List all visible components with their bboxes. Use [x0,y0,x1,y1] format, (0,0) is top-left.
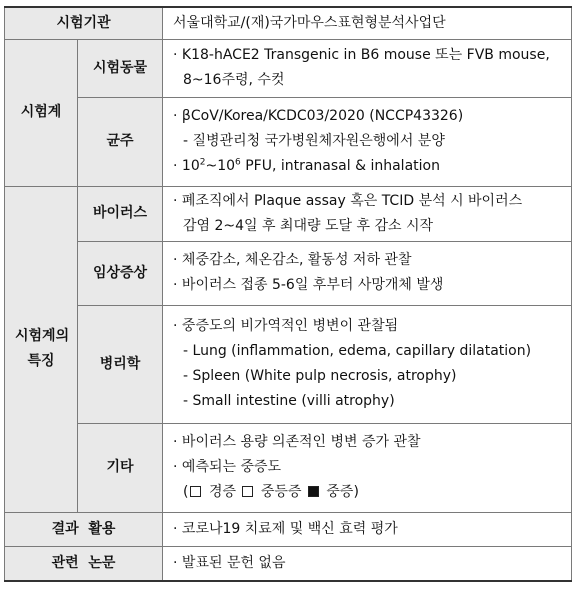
pathology-line-2: - Lung (inflammation, edema, capillary dilatation) [183,343,532,359]
row-institution [5,7,572,39]
virus-value [163,186,572,241]
institution-label: 시험기관 [5,7,163,39]
features-label [5,186,78,512]
other-line-1: · 바이러스 용량 의존적인 병변 증가 관찰 [173,434,421,450]
strain-value [163,97,572,186]
clinical-label: 임상증상 [78,241,163,305]
clinical-value [163,241,572,305]
row-virus [5,186,572,241]
row-clinical [5,241,572,305]
severity-severe: 중증) [326,484,359,500]
empty-box-icon [242,486,253,497]
row-application [5,512,572,546]
animal-line-1: · K18-hACE2 Transgenic in B6 mouse 또는 FVB mouse, [173,47,550,63]
virus-line-2: 감염 2~4일 후 최대량 도달 후 감소 시작 [183,217,434,234]
virus-label: 바이러스 [78,186,163,241]
application-value: · 코로나19 치료제 및 백신 효력 평가 [163,512,572,546]
animal-value [163,39,572,97]
strain-line-2: - 질병관리청 국가병원체자원은행에서 분양 [183,133,445,149]
pathology-line-4: - Small intestine (villi atrophy) [183,393,395,409]
institution-value: 서울대학교/(재)국가마우스표현형분석사업단 [163,7,572,39]
dose-suffix: PFU, intranasal & inhalation [240,158,440,174]
strain-label: 균주 [78,97,163,186]
row-other [5,423,572,512]
pathology-line-1: · 중증도의 비가역적인 병변이 관찰됨 [173,318,399,334]
features-label-line-2: 특징 [27,353,55,369]
dose-mid: ~10 [205,158,236,174]
other-value [163,423,572,512]
severity-mild: 경증 [208,484,236,500]
other-line-2: · 예측되는 중증도 [173,459,282,475]
virus-line-1: · 폐조직에서 Plaque assay 혹은 TCID 분석 시 바이러스 [173,192,523,209]
papers-value: · 발표된 문헌 없음 [163,546,572,581]
row-papers [5,546,572,581]
severity-scale [173,480,561,505]
animal-label: 시험동물 [78,39,163,97]
dose-exp-2: 6 [235,157,241,168]
severity-moderate: 중등증 [260,484,302,500]
strain-dose-line [173,154,561,179]
other-label: 기타 [78,423,163,512]
test-system-label: 시험계 [5,39,78,186]
dose-prefix: · 10 [173,158,200,174]
filled-box-icon [308,486,319,497]
pathology-line-3: - Spleen (White pulp necrosis, atrophy) [183,368,457,384]
application-label: 결과 활용 [5,512,163,546]
clinical-line-1: · 체중감소, 체온감소, 활동성 저하 관찰 [173,252,412,268]
papers-label: 관련 논문 [5,546,163,581]
strain-line-1: · βCoV/Korea/KCDC03/2020 (NCCP43326) [173,108,464,124]
severity-open: ( [183,484,189,500]
animal-line-2: 8~16주령, 수컷 [183,72,285,88]
empty-box-icon [190,486,201,497]
dose-exp-1: 2 [199,157,206,168]
row-pathology [5,305,572,423]
row-strain [5,97,572,186]
features-label-line-1: 시험계의 [15,328,70,344]
pathology-value [163,305,572,423]
spec-table [4,6,572,582]
clinical-line-2: · 바이러스 접종 5-6일 후부터 사망개체 발생 [173,277,444,293]
row-animal [5,39,572,97]
pathology-label: 병리학 [78,305,163,423]
